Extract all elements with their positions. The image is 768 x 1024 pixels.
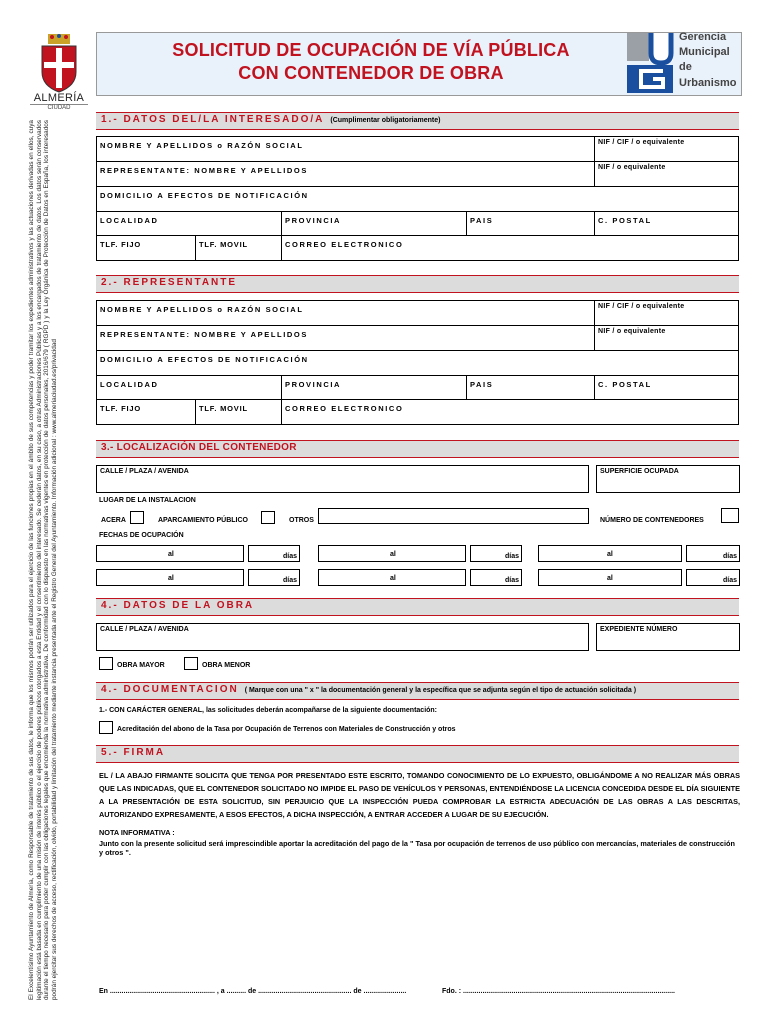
domicilio-field[interactable]: DOMICILIO A EFECTOS DE NOTIFICACIÓN — [100, 191, 309, 200]
gm-line-3: de — [679, 61, 692, 73]
fecha-desde-5[interactable]: al — [318, 569, 466, 586]
rep-tlf-fijo-field[interactable]: TLF. FIJO — [100, 404, 141, 413]
acera-label: ACERA — [101, 517, 126, 524]
pais-field[interactable]: PAIS — [466, 212, 594, 235]
privacy-notice: El Excelentísimo Ayuntamiento de Almería, como Responsable de tratamiento de sus datos, le informa que los mismos podrán ser utilizados para el ejercicio de las funciones propias en el ámbito de sus competencias y poder tramitar los expedientes administrativos y las actuaciones derivadas en ellos, cuya legitimación está basada en cumplimiento de una misión de interés público o el ejercicio de poderes públicos otorgados a esta Entidad y el consentimiento del interesado. Se cederán datos, en su caso, a otras Administraciones Públicas y a los encargados de tratamiento de datos. Los datos serán conservados durante el tiempo necesario para poder cumplir con las obligaciones legales que encomienda la normativa administrativa. De conformidad con lo dispuesto en las normativas vigentes en protección de datos personales, 2016/679 ( RGPD ) y la Ley Orgánica de Protección de Datos en España, los interesados podrán ejercitar sus derechos de acceso, rectificación, olvido, portabilidad y limitación del tratamiento mediante instancia presentada ante el Registro General del Ayuntamiento. Información adicional : www.almeriaciudad.es/privacidad — [28, 120, 58, 1000]
localidad-field[interactable]: LOCALIDAD — [100, 216, 159, 225]
title-line-2: CON CONTENEDOR DE OBRA — [238, 63, 504, 83]
section-6-header — [96, 745, 739, 763]
tlf-movil-field[interactable]: TLF. MOVIL — [195, 236, 281, 260]
section-5-note: ( Marque con una " x " la documentación general y la específica que se adjunta según el tipo de actuación solicitada ) — [244, 687, 637, 694]
city-subtitle: CIUDAD — [30, 104, 88, 111]
section-1-title: 1.- DATOS DEL/LA INTERESADO/A — [101, 114, 325, 125]
representante-grid — [96, 300, 739, 425]
otros-field[interactable] — [318, 508, 589, 524]
nombre-field[interactable]: NOMBRE Y APELLIDOS o RAZÓN SOCIAL — [100, 141, 304, 150]
gerencia-logo-icon — [627, 33, 675, 95]
section-2-title: 2.- REPRESENTANTE — [101, 277, 238, 288]
obra-calle-field[interactable]: CALLE / PLAZA / AVENIDA — [96, 623, 589, 651]
section-1-header — [96, 112, 739, 130]
obra-menor-label: OBRA MENOR — [202, 662, 251, 669]
otros-label: OTROS — [289, 517, 314, 524]
superficie-field[interactable]: SUPERFICIE OCUPADA — [596, 465, 740, 493]
fecha-desde-4[interactable]: al — [96, 569, 244, 586]
fecha-hasta-3[interactable]: días — [686, 545, 740, 562]
expediente-field[interactable]: EXPEDIENTE NÚMERO — [596, 623, 740, 651]
rep-localidad-field[interactable]: LOCALIDAD — [100, 380, 159, 389]
nota-title: NOTA INFORMATIVA : — [99, 828, 175, 837]
rep-nombre-field[interactable]: NOMBRE Y APELLIDOS o RAZÓN SOCIAL — [100, 305, 304, 314]
section-4-title: 4.- DATOS DE LA OBRA — [101, 600, 255, 611]
fecha-hasta-6[interactable]: días — [686, 569, 740, 586]
rep-correo-field[interactable]: CORREO ELECTRONICO — [281, 400, 738, 424]
rep-representante-field[interactable]: REPRESENTANTE: NOMBRE Y APELLIDOS — [100, 330, 308, 339]
rep-domicilio-field[interactable]: DOMICILIO A EFECTOS DE NOTIFICACIÓN — [100, 355, 309, 364]
section-6-title: 5.- FIRMA — [101, 747, 166, 758]
fecha-hasta-4[interactable]: días — [248, 569, 300, 586]
title-line-1: SOLICITUD DE OCUPACIÓN DE VÍA PÚBLICA — [172, 40, 570, 60]
gm-line-2: Municipal — [679, 46, 730, 58]
obra-mayor-checkbox[interactable] — [99, 657, 113, 670]
acera-checkbox[interactable] — [130, 511, 144, 524]
gm-line-4: Urbanismo — [679, 77, 737, 89]
fecha-desde-2[interactable]: al — [318, 545, 466, 562]
rep-cpostal-field[interactable]: C. POSTAL — [594, 376, 738, 399]
fecha-desde-1[interactable]: al — [96, 545, 244, 562]
fecha-hasta-5[interactable]: días — [470, 569, 522, 586]
provincia-field[interactable]: PROVINCIA — [281, 212, 466, 235]
fecha-hasta-2[interactable]: días — [470, 545, 522, 562]
section-5-header — [96, 682, 739, 700]
fecha-hasta-1[interactable]: días — [248, 545, 300, 562]
fecha-desde-6[interactable]: al — [538, 569, 682, 586]
section-1-note: (Cumplimentar obligatoriamente) — [330, 117, 441, 124]
cpostal-field[interactable]: C. POSTAL — [594, 212, 738, 235]
doc-tasa-label: Acreditación del abono de la Tasa por Ocupación de Terrenos con Materiales de Construcción y otros — [117, 726, 456, 733]
lugar-fecha-line[interactable]: En ...................................................... , a .......... de ................................................ de ...................... — [99, 988, 407, 995]
aparcamiento-label: APARCAMIENTO PÚBLICO — [158, 517, 248, 524]
firma-declaration: EL / LA ABAJO FIRMANTE SOLICITA QUE TENGA POR PRESENTADO ESTE ESCRITO, TOMANDO CONOCIMIENTO DE LO EXPUESTO, OBLIGÁNDOME A NO REALIZAR MÁS OBRAS QUE LAS INDICADAS, QUE EL CONTENEDOR SOLICITADO NO IMPIDE EL PASO DE VEHÍCULOS Y PERSONAS, ENTENDIÉNDOSE LA LICENCIA CONCEDIDA DESDE EL DÍA SIGUIENTE A LA PRESENTACIÓN DE ESTA SOLICITUD, SIN PERJUICIO QUE LA INSPECCIÓN PUEDA COMPROBAR LA ESTRICTA ADECUACIÓN DE LAS OBRAS A LAS DESCRITAS, AUTORIZANDO EXPRESAMENTE, A ESOS EFECTOS, A DICHA INSPECCIÓN, A ENTRAR ACCEDER A LUGAR DE SU EJECUCIÓN. — [99, 771, 740, 819]
interesado-grid — [96, 136, 739, 261]
nota-text: Junto con la presente solicitud será imprescindible aportar la acreditación del pago de la " Tasa por ocupación de terrenos de uso público con mercancías, materiales de construcción y otros ". — [99, 839, 735, 857]
almeria-logo — [30, 32, 88, 112]
firma-line[interactable]: Fdo. : ............................................................................................................. — [442, 988, 675, 995]
coat-of-arms-icon — [30, 32, 88, 94]
section-3-header — [96, 440, 739, 458]
title-box — [96, 32, 742, 96]
section-3-title: 3.- LOCALIZACIÓN DEL CONTENEDOR — [101, 442, 297, 453]
city-name: ALMERÍA — [33, 92, 85, 104]
section-2-header — [96, 275, 739, 293]
rep-nif-field[interactable]: NIF / CIF / o equivalente — [594, 301, 738, 325]
tlf-fijo-field[interactable]: TLF. FIJO — [100, 240, 141, 249]
nif-field[interactable]: NIF / CIF / o equivalente — [594, 137, 738, 161]
doc-tasa-checkbox[interactable] — [99, 721, 113, 734]
rep-provincia-field[interactable]: PROVINCIA — [281, 376, 466, 399]
section-5-title: 4.- DOCUMENTACION — [101, 684, 239, 695]
obra-menor-checkbox[interactable] — [184, 657, 198, 670]
section-4-header — [96, 598, 739, 616]
num-contenedores-label: NÚMERO DE CONTENEDORES — [600, 517, 704, 524]
contenedor-calle-field[interactable]: CALLE / PLAZA / AVENIDA — [96, 465, 589, 493]
lugar-label: LUGAR DE LA INSTALACION — [99, 497, 196, 504]
representante-field[interactable]: REPRESENTANTE: NOMBRE Y APELLIDOS — [100, 166, 308, 175]
correo-field[interactable]: CORREO ELECTRONICO — [281, 236, 738, 260]
gm-line-1: Gerencia — [679, 31, 727, 43]
fechas-label: FECHAS DE OCUPACIÓN — [99, 532, 184, 539]
nif2-field[interactable]: NIF / o equivalente — [594, 162, 738, 186]
fecha-desde-3[interactable]: al — [538, 545, 682, 562]
doc-general-text: 1.- CON CARÁCTER GENERAL, las solicitudes deberán acompañarse de la siguiente documentación: — [99, 707, 438, 714]
rep-pais-field[interactable]: PAIS — [466, 376, 594, 399]
rep-tlf-movil-field[interactable]: TLF. MOVIL — [195, 400, 281, 424]
rep-nif2-field[interactable]: NIF / o equivalente — [594, 326, 738, 350]
obra-mayor-label: OBRA MAYOR — [117, 662, 165, 669]
num-contenedores-field[interactable] — [721, 508, 739, 523]
aparcamiento-checkbox[interactable] — [261, 511, 275, 524]
